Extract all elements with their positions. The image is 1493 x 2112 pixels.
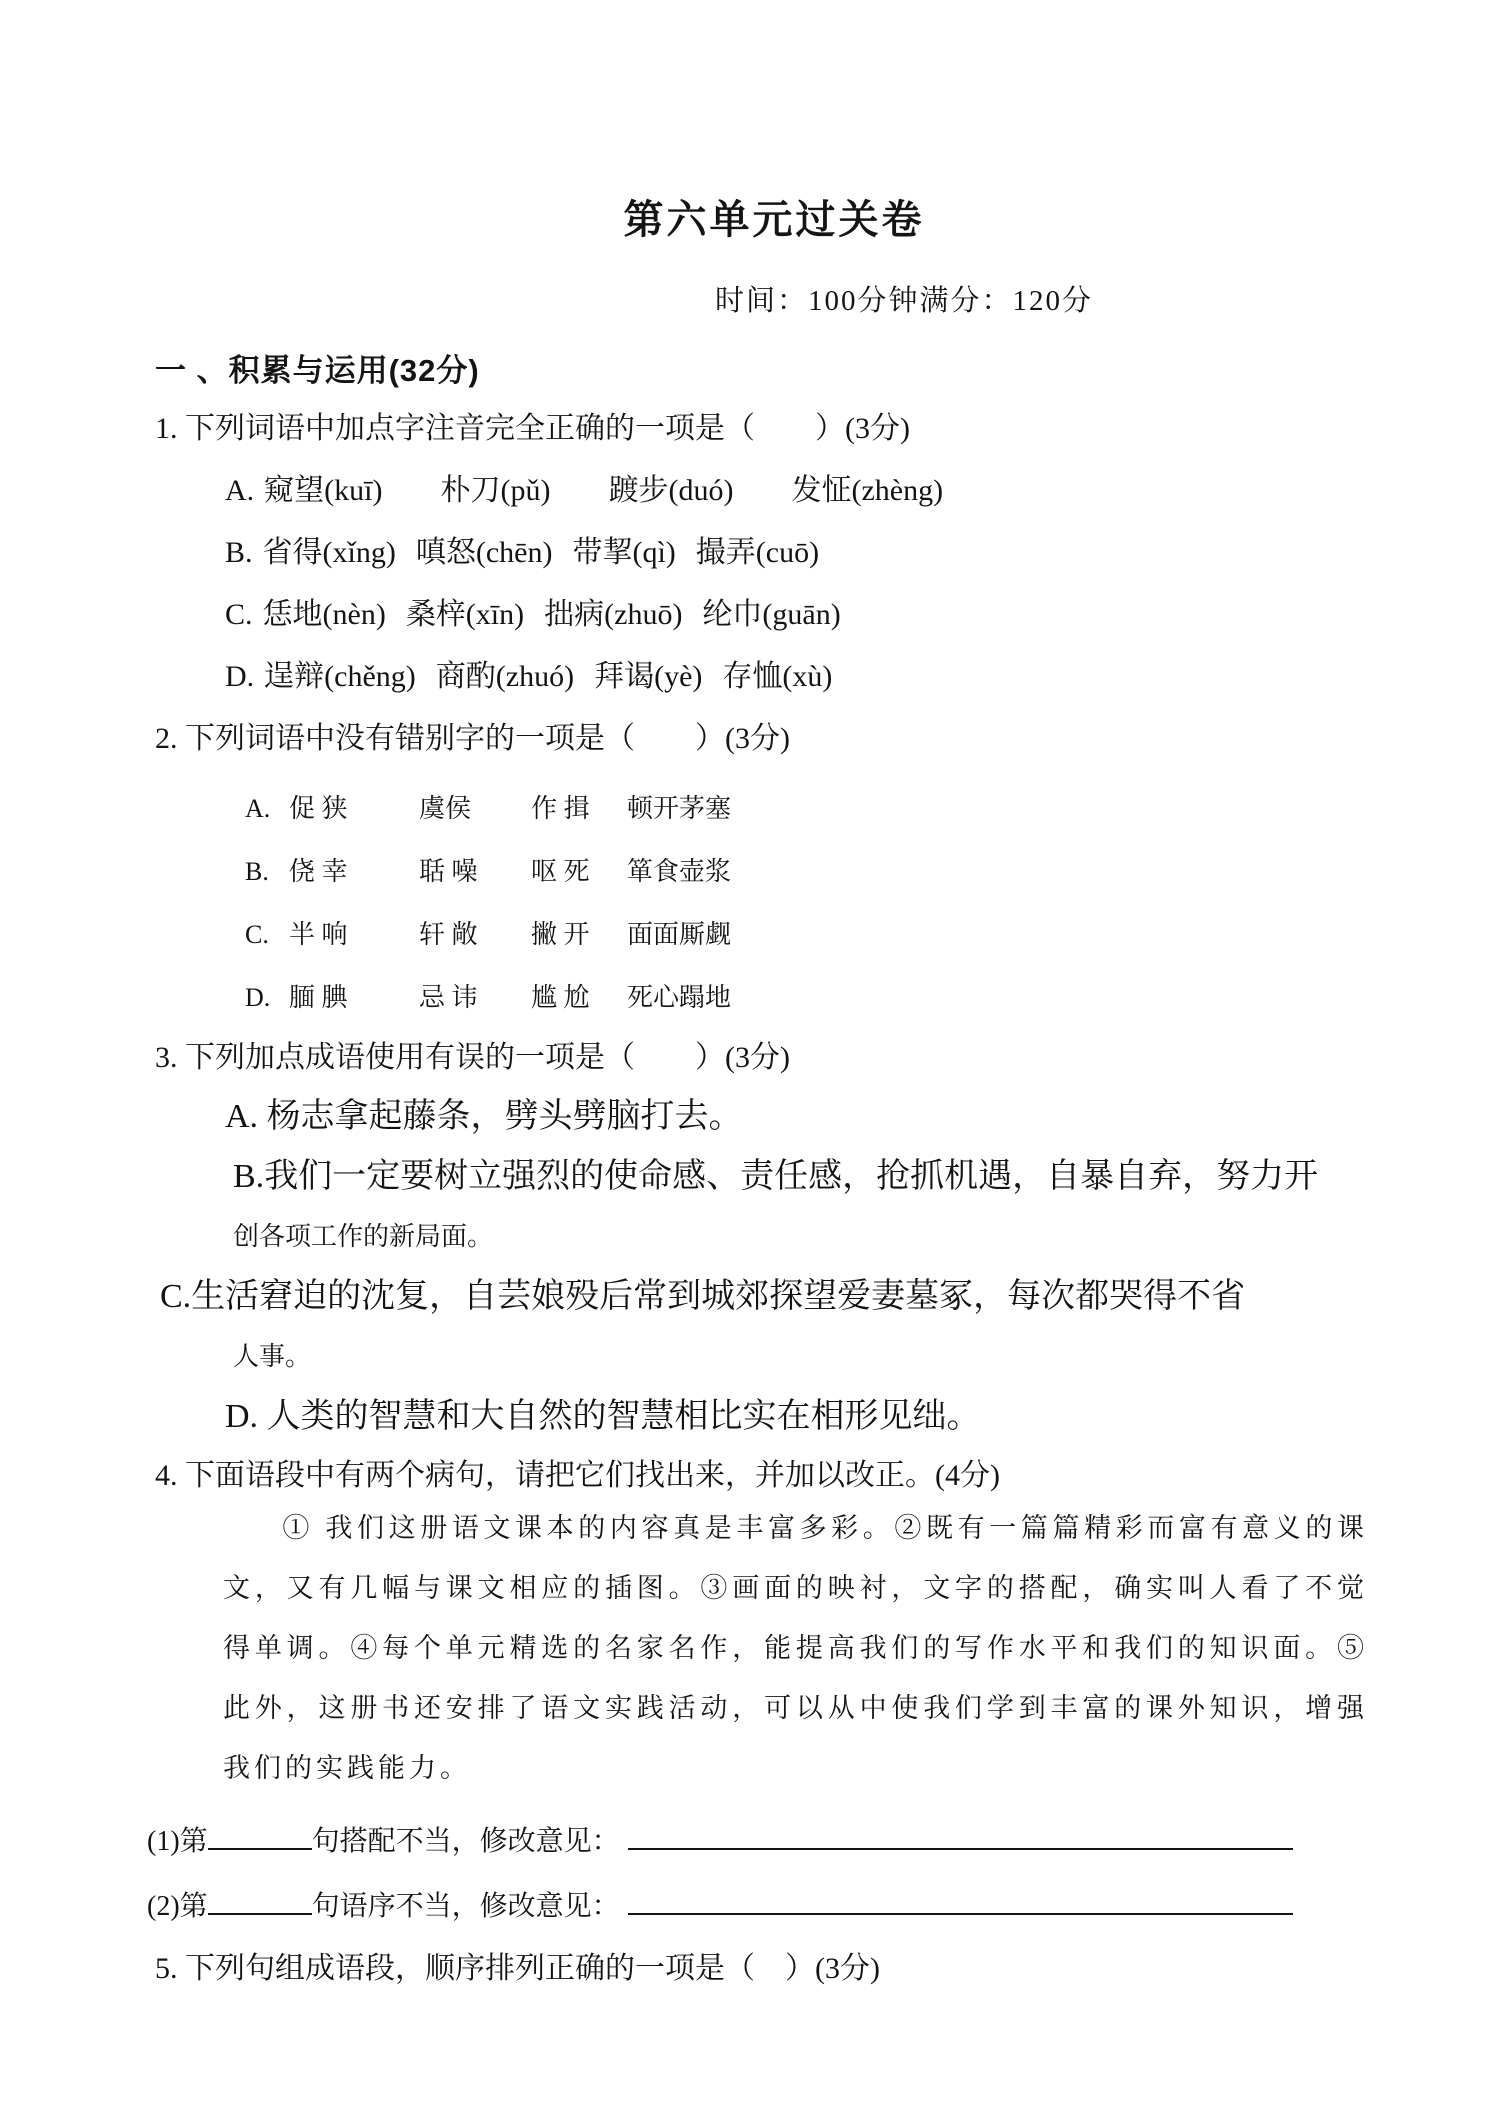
option-item: 尴 尬 [531,983,590,1012]
option-item: 撮弄(cuō) [695,535,820,569]
q1-option-c [225,584,1393,646]
option-item: 死心蹋地 [627,983,732,1012]
option-item: 拜谒(yè) [594,659,703,693]
option-item: 撇 开 [531,920,590,949]
blank-prefix: (1)第 [147,1826,208,1857]
q5-stem: 5. 下列句组成语段，顺序排列正确的一项是（ ）(3分) [155,1952,880,1986]
q3-option-a [225,1087,1393,1147]
blank-middle: 句搭配不当，修改意见： [311,1826,620,1857]
option-item: 腼 腆 [289,983,348,1012]
q1-options [225,460,1393,708]
q3-stem: 3. 下列加点成语使用有误的一项是（ ）(3分) [155,1041,790,1074]
option-item: 半 响 [289,920,348,949]
q2-stem: 2. 下列词语中没有错别字的一项是（ ）(3分) [155,721,790,755]
option-text: 我们一定要树立强烈的使命感、责任感，抢抓机遇，自暴自弃，努力开 [264,1157,1319,1195]
option-item: 轩 敞 [419,920,478,949]
option-item: 踱步(duó) [608,473,734,507]
option-item: 虞侯 [419,794,472,823]
q2-option-a [245,777,1393,840]
option-item: 顿开茅塞 [627,794,732,823]
q2-options [245,777,1393,1029]
option-text-continued: 创各项工作的新局面。 [233,1221,494,1251]
q4-blank-row-2 [147,1883,1293,1926]
option-label: C. [245,920,269,949]
option-label: D. [225,1397,267,1435]
option-item: 逞辩(chěng) [264,659,416,693]
option-text: 杨志拿起藤条，劈头劈脑打去。 [266,1097,743,1135]
option-label: D. [225,659,255,693]
option-text: 生活窘迫的沈复，自芸娘殁后常到城郊探望爱妻墓冢，每次都哭得不省 [191,1277,1246,1315]
q1-option-a [225,460,1393,522]
option-label: A. [225,473,255,507]
answer-blank-number [208,1818,312,1850]
blank-middle: 句语序不当，修改意见： [311,1891,620,1923]
option-item: 促 狭 [289,794,348,823]
blank-prefix: (2)第 [147,1891,208,1923]
q4-blank-row-1 [147,1818,1293,1861]
option-item: 发怔(zhèng) [791,473,944,507]
option-label: D. [245,983,271,1012]
option-item: 窥望(kuī) [264,473,383,507]
option-label: C. [225,597,253,631]
answer-blank-number [208,1883,312,1915]
option-item: 纶巾(guān) [702,597,841,631]
q1-option-b [225,522,1393,584]
option-label: A. [225,1097,267,1135]
option-item: 拙病(zhuō) [544,597,683,631]
page-title: 第六单元过关卷 [623,197,925,242]
answer-blank-correction [628,1818,1293,1850]
option-text: 人类的智慧和大自然的智慧相比实在相形见绌。 [266,1397,981,1435]
answer-blank-correction [628,1883,1293,1915]
option-item: 存恤(xù) [722,659,833,693]
option-label: A. [245,794,271,823]
option-label: B. [245,857,269,886]
option-text-continued: 人事。 [233,1341,312,1371]
q3-option-c [155,1267,1393,1387]
option-item: 商酌(zhuó) [435,659,575,693]
option-item: 聒 噪 [419,857,478,886]
option-item: 呕 死 [531,857,590,886]
option-item: 侥 幸 [289,857,348,886]
exam-time-score: 时间：100分钟满分：120分 [714,285,1093,317]
q3-options [155,1087,1393,1447]
q2-option-c [245,903,1393,966]
option-item: 忌 讳 [419,983,478,1012]
q4-stem: 4. 下面语段中有两个病句，请把它们找出来，并加以改正。(4分) [155,1458,1000,1492]
option-label: B. [233,1157,265,1195]
option-label: C. [160,1277,192,1315]
option-item: 省得(xǐng) [262,535,396,569]
q1-stem: 1. 下列词语中加点字注音完全正确的一项是（ ）(3分) [155,412,910,445]
option-item: 嗔怒(chēn) [415,535,553,569]
option-label: B. [225,535,253,569]
q2-option-b [245,840,1393,903]
q1-option-d [225,646,1393,708]
option-item: 箪食壶浆 [627,857,732,886]
q3-option-d [225,1387,1393,1447]
option-item: 朴刀(pǔ) [440,473,551,507]
option-item: 作 揖 [531,794,590,823]
q2-option-d [245,966,1393,1029]
option-item: 带挈(qì) [572,535,676,569]
q3-option-b [155,1147,1393,1267]
option-item: 恁地(nèn) [262,597,386,631]
option-item: 桑梓(xīn) [405,597,525,631]
option-item: 面面厮觑 [627,920,732,949]
q4-passage: ① 我们这册语文课本的内容真是丰富多彩。②既有一篇篇精彩而富有意义的课文，又有几幅与课文相应的插图。③画面的映衬，文字的搭配，确实叫人看了不觉得单调。④每个单元精选的名家名作，能提高我们的写作水平和我们的知识面。⑤此外，这册书还安排了语文实践活动，可以从中使我们学到丰富的课外知识，增强我们的实践能力。 [223,1513,1368,1783]
section-heading: 一 、积累与运用(32分) [155,353,480,388]
